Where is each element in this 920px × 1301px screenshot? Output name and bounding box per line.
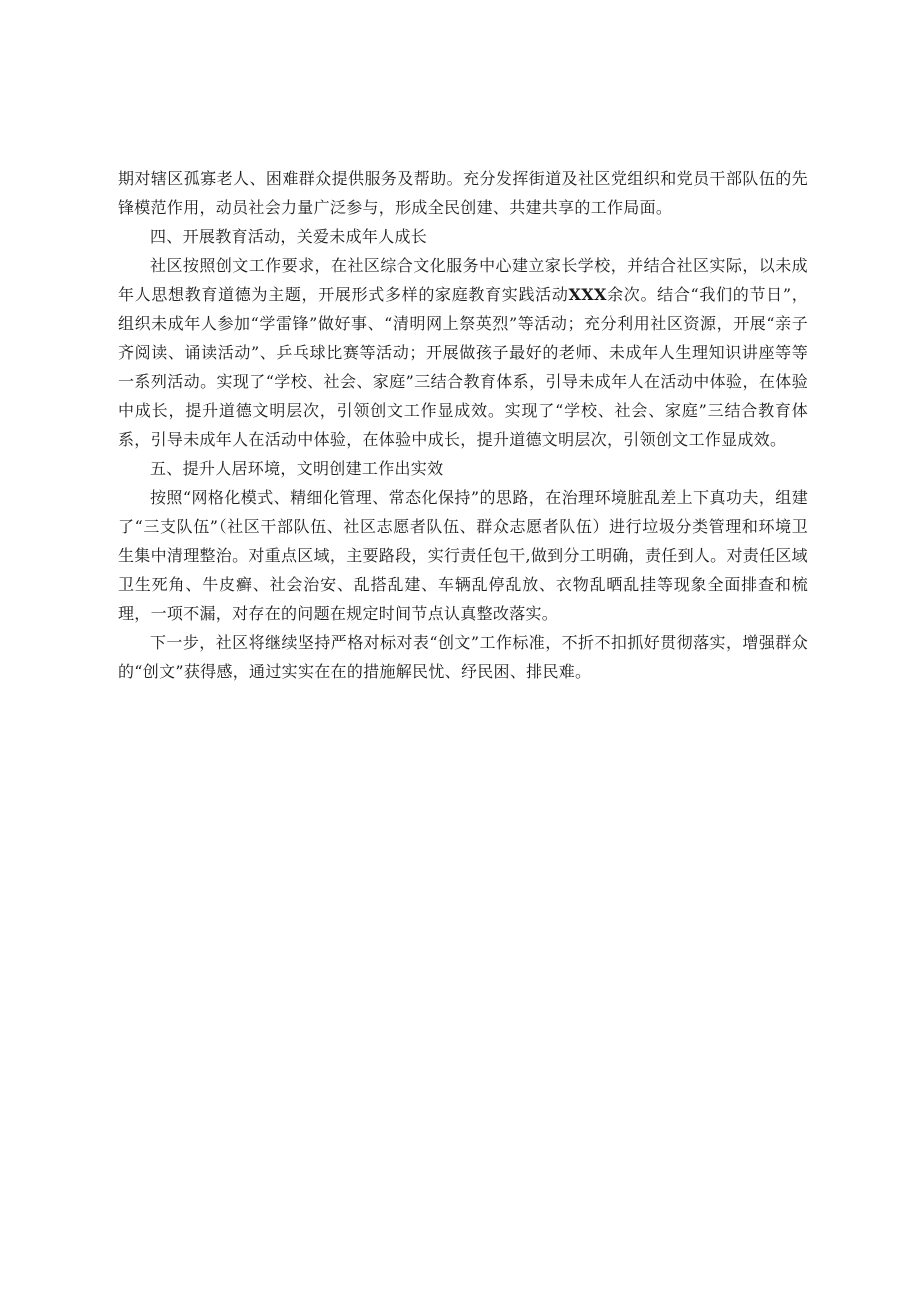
- document-page: [118, 164, 808, 686]
- continuation-paragraph: 期对辖区孤寡老人、困难群众提供服务及帮助。充分发挥街道及社区党组织和党员干部队伍的先锋模范作用，动员社会力量广泛参与，形成全民创建、共建共享的工作局面。: [118, 169, 808, 217]
- section-4-body-part1: 社区按照创文工作要求，在社区综合文化服务中心建立家长学校，并结合社区实际，以未成年人思想教育道德为主题，开展形式多样的家庭教育实践活动: [118, 256, 808, 304]
- section-5-body: 按照“网格化模式、精细化管理、常态化保持”的思路，在治理环境脏乱差上下真功夫，组建了“三支队伍”（社区干部队伍、社区志愿者队伍、群众志愿者队伍）进行垃圾分类管理和环境卫生集中清理整治。对重点区域，主要路段，实行责任包干,做到分工明确，责任到人。对责任区域卫生死角、牛皮癣、社会治安、乱搭乱建、车辆乱停乱放、衣物乱晒乱挂等现象全面排查和梳理，一项不漏，对存在的问题在规定时间节点认真整改落实。: [118, 488, 808, 623]
- section-4-body: [118, 251, 808, 454]
- section-5-heading: 五、提升人居环境，文明创建工作出实效: [150, 459, 444, 478]
- closing-paragraph: 下一步，社区将继续坚持严格对标对表“创文”工作标准，不折不扣抓好贯彻落实，增强群众的“创文”获得感，通过实实在在的措施解民忧、纾民困、排民难。: [118, 633, 808, 681]
- activity-count: XXX: [568, 285, 607, 304]
- section-4-heading: 四、开展教育活动，关爱未成年人成长: [150, 227, 428, 246]
- section-4-body-part2: 余次。结合“我们的节日”，组织未成年人参加“学雷锋”做好事、“清明网上祭英烈”等活动；充分利用社区资源，开展“亲子齐阅读、诵读活动”、乒乓球比赛等活动；开展做孩子最好的老师、未成年人生理知识讲座等等一系列活动。实现了“学校、社会、家庭”三结合教育体系，引导未成年人在活动中体验，在体验中成长，提升道德文明层次，引领创文工作显成效。实现了“学校、社会、家庭”三结合教育体系，引导未成年人在活动中体验，在体验中成长，提升道德文明层次，引领创文工作显成效。: [118, 285, 808, 449]
